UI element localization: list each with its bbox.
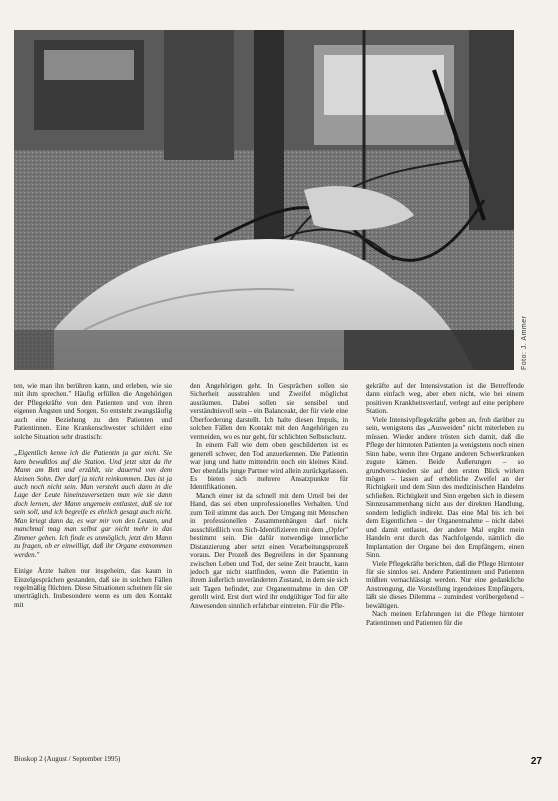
paragraph: ten, wie man ihn berühren kann, und erleben, wie sie mit ihm sprechen." Häufig erfüllen die Angehörigen der Pflegekräfte von den Patienten und von ihren eigenen Ängsten und Sorgen. So entsteht zwangsläufig auch eine Beziehung zu den Patienten und Patientinnen. Eine Krankenschwester schildert eine solche Situation sehr drastisch:	[14, 382, 172, 441]
page-number: 27	[530, 756, 542, 767]
text-column-3	[366, 382, 524, 742]
paragraph: Manch einer ist da schnell mit dem Urteil bei der Hand, das sei eben unprofessionelles Verhalten. Und zum Teil stimmt das auch. Der Umgang mit Menschen in professionellen Zusammenhängen darf nicht ausschließlich von Sich-Identifizieren mit dem „Opfer" bestimmt sein. Die dafür notwendige innerliche Distanzierung aber setzt einen Verarbeitungsprozeß voraus. Der Prozeß des Begreifens in der Spannung zwischen Leben und Tod, der seine Zeit braucht, kann jedoch gar nicht stattfinden, wenn die Patientin in ihrem äußerlich unveränderten Zustand, in dem sie sich seit Tagen befindet, zur Organentnahme in den OP gerollt wird. Erst dort wird ihr endgültiger Tod für alle Anwesenden sinnlich erfahrbar eintreten. Für die Pfle-	[190, 491, 348, 610]
paragraph: Nach meinen Erfahrungen ist die Pflege hirntoter Patientinnen und Patienten für die	[366, 610, 524, 627]
hospital-bed-photo	[14, 30, 514, 370]
paragraph: Viele Pflegekräfte berichten, daß die Pflege Hirntoter für sie sinnlos sei. Andere Patientinnen und Patienten müßten vernachlässigt werden. Nur eine gedankliche Anstrengung, die Vorstellung irgendeines Empfängers, läßt sie dieses Dilemma – zumindest vorübergehend – bewältigen.	[366, 559, 524, 610]
photo-image	[14, 30, 514, 370]
text-column-2	[190, 382, 348, 742]
paragraph: Einige Ärzte halten nur insgeheim, das kaum in Einzelgesprächen gestanden, daß sie in solchen Fällen regelmäßig flüchten. Diese Situationen scheinen für sie unerträglich. Insbesondere wenn es um den Kontakt mit	[14, 567, 172, 609]
paragraph: Viele Intensivpflegekräfte geben an, froh darüber zu sein, wenigstens das „Ausweiden" nicht miterleben zu müssen. Wieder andere trösten sich damit, daß die Pflege der hirntoten Patienten ja wenigstens noch einen Sinn habe, wenn ihre Organe anderen Schwerkranken zugute kämen. Beide Äußerungen – so grundverschieden sie auf den ersten Blick wirken mögen – lassen auf erhebliche Zweifel an der Richtigkeit und dem Sinn des medizinischen Handelns schließen. Richtigkeit und Sinn ergeben sich in diesem Sinnzusammenhang nicht aus der direkten Handlung, sondern lediglich indirekt. Das eine Mal bis ich bei dem Eigentlichen – der Organentnahme – nicht dabei und damit entlastet, der andere Mal ergibt mein Handeln erst durch das Nachfolgende, nämlich die Implantation der Organe bei den Empfängern, einen Sinn.	[366, 415, 524, 560]
paragraph: gekräfte auf der Intensivstation ist die Betreffende dann einfach weg, aber eben nicht, wie bei einem positiven Krankheitsverlauf, verlegt auf eine periphere Station.	[366, 382, 524, 416]
quote-block: „Eigentlich kenne ich die Patientin ja gar nicht. Sie kam bewußtlos auf die Station. Und jetzt sitzt da ihr Mann am Bett und erzählt, sie dauernd von dem kleinen Sohn. Der darf ja nicht reinkommen. Das ist ja auch noch nicht sein. Man versteht auch dann in die Lage der Leute hineinzuversetzen man wie sie dann doch lernen, der Mann ungemein entlastet, daß sie tot sein soll, und ich begreife es ehrlich gesagt auch nicht. Man kriegt dann da, es war mir von den Leuten, und manchmal mag man selbst gar nicht mehr in das Zimmer gehen. Ich finde es unmöglich, jetzt den Mann zu fragen, ob er einwilligt, daß ihr Organe entnommen werden."	[14, 449, 172, 559]
source-line: Bioskop 2 (August / September 1995)	[14, 755, 121, 763]
paragraph: den Angehörigen geht. In Gesprächen sollen sie Sicherheit ausstrahlen und Zweifel möglichst ausräumen. Dabei sollen sie sensibel und verständnisvoll sein – ein Balanceakt, der für viele eine Überforderung darstellt. Ich halte diesen Impuls, in solchen Fällen den Kontakt mit den Angehörigen zu vermeiden, wo es nur geht, für schlichten Selbstschutz.	[190, 382, 348, 441]
text-column-1	[14, 382, 172, 742]
paragraph: In einem Fall wie dem oben geschilderten ist es generell schwer, den Tod anzuerkennen. Die Patientin war jung und hatte mittendrin noch ein kleines Kind. Der ebenfalls junge Partner wird allein zurückgelassen. Es bieten sich mehrere Ansatzpunkte für Identifikationen.	[190, 441, 348, 492]
photo-credit: Foto: J. Ammer	[521, 315, 528, 370]
